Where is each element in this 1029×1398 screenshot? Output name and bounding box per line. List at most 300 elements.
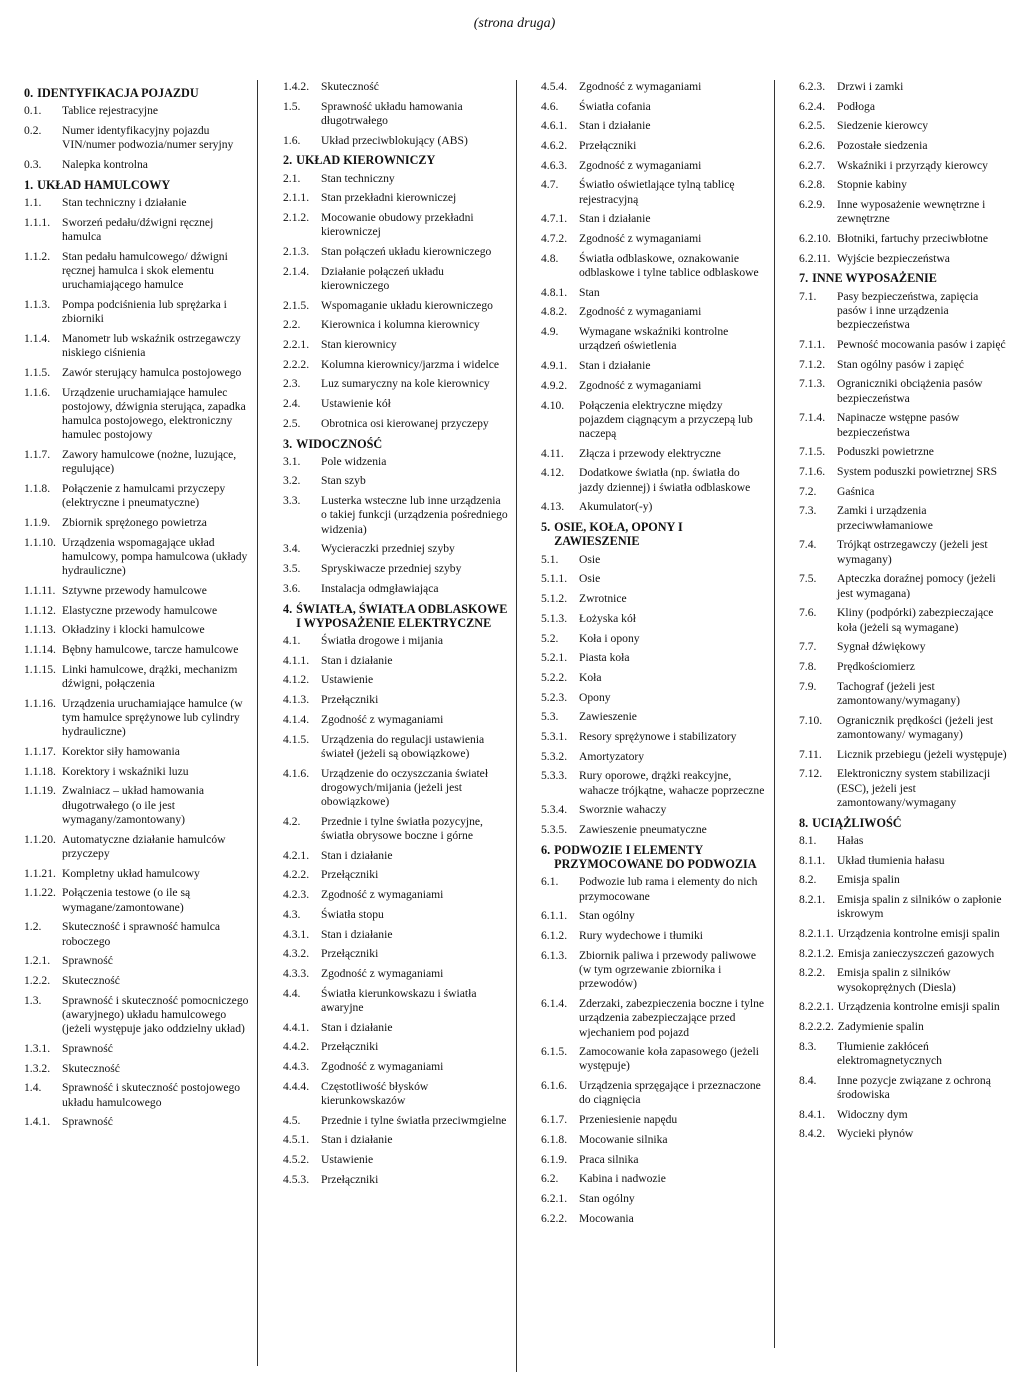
item-number: 1.1.18. [24,764,56,778]
item-label: Układ przeciwblokujący (ABS) [321,133,468,147]
item-number: 2.1.1. [283,191,310,205]
checklist-item [541,710,767,724]
checklist-item [541,803,767,817]
item-number: 4.1.6. [283,766,310,780]
item-number: 4.1.3. [283,693,310,707]
item-number: 1.2. [24,920,42,934]
item-label: Skuteczność [321,80,379,93]
checklist-item [24,158,250,172]
item-label: Zbiornik sprężonego powietrza [62,516,207,530]
item-label: Stan i działanie [579,359,651,373]
checklist-item [799,338,1009,352]
checklist-item [24,604,250,618]
item-label: Stan pedału hamulcowego/ dźwigni ręcznej hamulca i skok elementu uruchamiającego hamulce [62,249,228,292]
checklist-item [541,612,767,626]
item-label: Nalepka kontrolna [62,157,148,171]
item-label: Pole widzenia [321,454,387,468]
checklist-item [799,680,1009,709]
item-label: Skuteczność [62,974,120,988]
item-number: 4.4. [283,986,301,1000]
checklist-item [799,100,1009,114]
checklist-item [283,888,509,902]
checklist-item [541,949,767,992]
item-label: Układ tłumienia hałasu [837,853,945,867]
item-label: Poduszki powietrzne [837,445,934,459]
item-number: 4.3.1. [283,927,310,941]
item-number: 1.1.8. [24,482,51,496]
item-label: Gaśnica [837,484,875,498]
item-label: Spryskiwacze przedniej szyby [321,562,462,576]
item-number: 1.1.22. [24,886,56,900]
page-title: (strona druga) [473,16,556,31]
item-number: 4.9. [541,325,559,339]
item-label: Zgodność z wymaganiami [321,712,444,726]
item-label: Zwalniacz – układ hamowania długotrwałego (o ile jest wymagany/zamontowany) [62,784,204,827]
checklist-item [799,947,1009,961]
checklist-item [541,252,767,281]
item-number: 1.1.17. [24,745,56,759]
item-number: 6. [541,842,551,857]
checklist-item [799,290,1009,333]
item-label: Trójkąt ostrzegawczy (jeżeli jest wymagany) [837,538,988,566]
section-heading [283,153,509,167]
item-number: 5.2. [541,631,559,645]
item-number: 4.4.1. [283,1020,310,1034]
item-label: UKŁAD KIEROWNICZY [296,153,436,168]
item-label: Drzwi i zamki [837,80,904,93]
item-label: Kabina i nadwozie [579,1172,666,1186]
item-number: 2. [283,153,293,168]
item-number: 4.5.4. [541,80,568,93]
item-label: Prędkościomierz [837,660,915,674]
checklist-item [283,299,509,313]
item-number: 7.1. [799,289,817,303]
item-label: Urządzenia kontrolne emisji spalin [837,927,1000,941]
checklist-item [799,893,1009,922]
section-heading [799,816,1009,830]
checklist-item [24,104,250,118]
checklist-item [541,379,767,393]
item-label: Koła i opony [579,631,640,645]
item-number: 7.1.5. [799,445,826,459]
item-label: UKŁAD HAMULCOWY [37,177,171,192]
item-number: 6.1.8. [541,1132,568,1146]
item-number: 7.1.3. [799,377,826,391]
item-label: Urządzenie uruchamiające hamulec postojowy, dźwignia sterująca, zapadka hamulca postojowego, elektroniczny hamulec postojowy [62,385,246,442]
checklist-item [799,1000,1009,1014]
item-number: 8.2. [799,873,817,887]
item-number: 4.7.1. [541,212,568,226]
item-label: Emisja spalin [837,873,900,887]
item-label: Zawór sterujący hamulca postojowego [62,365,242,379]
checklist-item [283,172,509,186]
item-number: 4.3.3. [283,966,310,980]
checklist-item [24,623,250,637]
item-number: 1.1.14. [24,643,56,657]
item-label: Pozostałe siedzenia [837,139,928,153]
item-number: 8.1.1. [799,853,826,867]
item-number: 1.1. [24,195,42,209]
item-label: UCIĄŻLIWOŚĆ [812,815,902,830]
checklist-item [283,100,509,129]
item-number: 7.10. [799,713,823,727]
checklist-item [541,1079,767,1108]
checklist-item [24,784,250,827]
checklist-item [541,1172,767,1186]
item-number: 3.3. [283,494,301,508]
item-number: 5.1.2. [541,592,568,606]
item-number: 4.7.2. [541,232,568,246]
checklist-item [24,765,250,779]
item-label: Światła stopu [321,907,384,921]
item-number: 2.1.3. [283,245,310,259]
item-number: 6.2.7. [799,158,826,172]
checklist-item [799,252,1009,266]
section-heading [283,437,509,451]
checklist-item [283,928,509,942]
item-label: Kompletny układ hamulcowy [62,866,200,880]
item-number: 8.2.2.1. [799,1000,834,1014]
item-label: Podwozie lub rama i elementy do nich przymocowane [579,875,758,903]
item-number: 1.1.21. [24,866,56,880]
item-number: 1.6. [283,133,301,147]
checklist-item [24,1062,250,1076]
item-number: 5.2.2. [541,670,568,684]
checklist-item [541,929,767,943]
item-number: 7. [799,271,809,286]
item-number: 4.3.2. [283,947,310,961]
checklist-item [283,338,509,352]
checklist-item [799,232,1009,246]
item-label: Mocowanie silnika [579,1132,668,1146]
checklist-item [283,849,509,863]
checklist-item [283,318,509,332]
item-number: 0. [24,86,34,100]
checklist-item [799,504,1009,533]
item-label: Zgodność z wymaganiami [579,378,702,392]
checklist-item [24,886,250,915]
checklist-item [799,927,1009,941]
checklist-item [541,305,767,319]
item-number: 6.2.9. [799,198,826,212]
item-label: Sprawność układu hamowania długotrwałego [321,99,463,127]
item-number: 6.2.10. [799,232,831,246]
item-number: 4.5.3. [283,1172,310,1186]
item-number: 5.2.1. [541,651,568,665]
item-label: IDENTYFIKACJA POJAZDU [37,86,199,100]
item-label: Inne wyposażenie wewnętrzne i zewnętrzne [837,198,986,226]
checklist-item [24,216,250,245]
checklist-item [541,769,767,798]
item-number: 6.2.3. [799,80,826,93]
item-number: 7.11. [799,747,822,761]
item-number: 4.6.2. [541,139,568,153]
checklist-item [283,377,509,391]
item-label: Zgodność z wymaganiami [321,1059,444,1073]
item-label: Przednie i tylne światła przeciwmgielne [321,1113,507,1127]
item-number: 6.1.7. [541,1113,568,1127]
checklist-item [541,1153,767,1167]
item-label: Mocowania [579,1211,634,1225]
checklist-item [541,875,767,904]
item-label: Piasta koła [579,651,630,665]
item-label: Światła drogowe i mijania [321,634,444,648]
item-number: 5.1.3. [541,611,568,625]
item-label: Hałas [837,834,864,848]
item-number: 7.1.1. [799,338,826,352]
item-number: 7.3. [799,504,817,518]
item-label: Obrotnica osi kierowanej przyczepy [321,416,489,430]
checklist-item [541,572,767,586]
checklist-item [799,358,1009,372]
item-label: Wycieki płynów [837,1127,914,1141]
item-label: Urządzenie do oczyszczania świateł drogowych/mijania (jeżeli jest obowiązkowe) [321,766,489,809]
column-3 [541,80,767,1231]
item-number: 1.4.1. [24,1115,51,1129]
item-number: 5.2.3. [541,690,568,704]
item-number: 4.5.1. [283,1133,310,1147]
checklist-item [799,854,1009,868]
checklist-item [24,332,250,361]
checklist-item [799,411,1009,440]
item-number: 4.10. [541,398,565,412]
item-number: 3.1. [283,454,301,468]
item-number: 6.2.8. [799,178,826,192]
item-label: Stan i działanie [321,927,393,941]
item-number: 2.1. [283,171,301,185]
item-number: 3.5. [283,562,301,576]
item-number: 6.2.1. [541,1191,568,1205]
checklist-item [799,572,1009,601]
item-label: Kierownica i kolumna kierownicy [321,318,480,332]
item-label: Stan przekładni kierowniczej [321,191,457,205]
item-label: Przełączniki [321,1040,379,1054]
item-number: 7.1.6. [799,465,826,479]
item-number: 1.3. [24,993,42,1007]
item-number: 4.2. [283,814,301,828]
item-label: Sworzeń pedału/dźwigni ręcznej hamulca [62,215,214,243]
item-label: Wycieraczki przedniej szyby [321,542,455,556]
checklist-item [283,815,509,844]
item-number: 2.1.5. [283,298,310,312]
checklist-item [799,966,1009,995]
item-number: 1. [24,177,34,192]
checklist-item [24,386,250,443]
checklist-item [24,745,250,759]
item-number: 8. [799,815,809,830]
item-number: 4.1.5. [283,732,310,746]
item-label: Działanie połączeń układu kierowniczego [321,264,444,292]
checklist-item [283,358,509,372]
item-label: Emisja spalin z silników wysokoprężnych (Diesla) [837,966,956,994]
item-number: 2.3. [283,377,301,391]
item-number: 1.4.2. [283,80,310,93]
item-number: 4.1.1. [283,653,310,667]
item-number: 4.8.1. [541,285,568,299]
checklist-item [283,1080,509,1109]
checklist-item [541,909,767,923]
checklist-item [799,834,1009,848]
item-label: Urządzenia do regulacji ustawienia świateł (jeżeli są obowiązkowe) [321,732,485,760]
checklist-item [541,80,767,94]
item-label: Ustawienie [321,1153,374,1167]
item-label: Stopnie kabiny [837,178,907,192]
checklist-item [283,562,509,576]
item-label: Zamocowanie koła zapasowego (jeżeli występuje) [579,1045,759,1073]
item-label: Urządzenia sprzęgające i przeznaczone do ciągnięcia [579,1079,761,1107]
item-label: Wyjście bezpieczeństwa [837,251,950,265]
item-number: 1.1.12. [24,603,56,617]
item-label: Ustawienie kół [321,397,391,411]
checklist-item [283,908,509,922]
item-label: Bębny hamulcowe, tarcze hamulcowe [62,643,239,657]
item-number: 6.1. [541,875,559,889]
item-label: Lusterka wsteczne lub inne urządzenia o takiej funkcji (urządzenia pośredniego widzenia) [321,494,508,536]
item-number: 4.13. [541,500,565,514]
checklist-item [799,1040,1009,1069]
item-number: 8.4.2. [799,1127,826,1141]
item-label: Przełączniki [321,1172,379,1186]
item-label: Przednie i tylne światła pozycyjne, światła obrysowe boczne i górne [321,814,483,843]
item-number: 1.1.9. [24,516,51,530]
item-number: 4.11. [541,446,564,460]
checklist-item [283,542,509,556]
item-number: 1.1.13. [24,623,56,637]
checklist-item [283,1173,509,1187]
item-label: Urządzenia kontrolne emisji spalin [837,1000,1000,1014]
item-label: System poduszki powietrznej SRS [837,465,998,479]
item-number: 3.2. [283,474,301,488]
item-number: 4.4.3. [283,1059,310,1073]
item-label: Wskaźniki i przyrządy kierowcy [837,158,988,172]
item-label: Przeniesienie napędu [579,1113,678,1127]
item-label: Zawieszenie pneumatyczne [579,822,707,836]
checklist-item [541,730,767,744]
checklist-item [283,987,509,1016]
item-label: Stan i działanie [321,653,393,667]
checklist-item [283,967,509,981]
item-label: Światła odblaskowe, oznakowanie odblaskowe i tylne tablice odblaskowe [579,251,759,280]
checklist-item [541,1212,767,1226]
item-number: 4.4.2. [283,1040,310,1054]
item-number: 7.1.4. [799,411,826,425]
item-label: Osie [579,552,601,566]
checklist-item [541,1113,767,1127]
item-number: 4.1. [283,634,301,648]
item-number: 4.1.4. [283,712,310,726]
item-number: 3. [283,436,293,451]
checklist-item [24,516,250,530]
item-label: Stan i działanie [321,1020,393,1034]
item-number: 7.8. [799,660,817,674]
item-number: 1.1.1. [24,215,51,229]
checklist-item [283,582,509,596]
item-number: 6.1.3. [541,948,568,962]
checklist-item [283,693,509,707]
checklist-item [24,920,250,949]
item-number: 5.3.4. [541,803,568,817]
item-label: Światło oświetlające tylną tablicę rejestracyjną [579,178,735,206]
item-number: 8.3. [799,1039,817,1053]
item-number: 1.2.2. [24,974,51,988]
checklist-item [541,399,767,442]
item-label: Kolumna kierownicy/jarzma i widelce [321,357,500,371]
checklist-item [283,1021,509,1035]
item-label: Elastyczne przewody hamulcowe [62,603,218,617]
item-label: Akumulator(-y) [579,500,653,514]
item-label: Światła cofania [579,99,651,113]
checklist-item [24,974,250,988]
item-label: Ograniczniki obciążenia pasów bezpieczeństwa [837,377,983,405]
item-number: 6.2.6. [799,139,826,153]
checklist-item [799,465,1009,479]
section-heading [541,520,767,549]
item-number: 7.12. [799,767,823,781]
checklist-item [541,178,767,207]
checklist-item [24,663,250,692]
item-number: 0.3. [24,157,42,171]
item-number: 8.2.1.1. [799,927,834,941]
checklist-item [799,139,1009,153]
item-number: 6.2.5. [799,119,826,133]
item-label: Skuteczność [62,1061,120,1075]
checklist-item [541,139,767,153]
checklist-item [799,198,1009,227]
item-label: Opony [579,690,611,704]
item-label: Mocowanie obudowy przekładni kierowniczej [321,211,474,239]
checklist-item [799,178,1009,192]
item-number: 6.2. [541,1172,559,1186]
item-number: 3.6. [283,581,301,595]
section-heading [24,178,250,192]
item-label: Sztywne przewody hamulcowe [62,584,207,598]
item-label: Widoczny dym [837,1107,908,1121]
item-number: 7.9. [799,679,817,693]
checklist-item [24,643,250,657]
checklist-item [283,634,509,648]
item-number: 8.2.1.2. [799,946,834,960]
item-number: 1.1.20. [24,832,56,846]
item-label: WIDOCZNOŚĆ [296,436,383,451]
item-number: 8.4.1. [799,1107,826,1121]
checklist-item [541,632,767,646]
item-number: 5.1.1. [541,572,568,586]
item-label: Stan i działanie [579,212,651,226]
item-number: 2.2.1. [283,338,310,352]
item-label: OSIE, KOŁA, OPONY I ZAWIESZENIE [554,520,683,549]
checklist-item [541,1045,767,1074]
checklist-item [24,448,250,477]
checklist-item [541,1192,767,1206]
item-label: Zgodność z wymaganiami [579,80,702,93]
item-number: 4.2.2. [283,868,310,882]
item-number: 4.3. [283,907,301,921]
item-label: Numer identyfikacyjny pojazdu VIN/numer podwozia/numer seryjny [62,123,234,152]
item-number: 6.2.11. [799,251,831,265]
item-label: Zwrotnice [579,592,627,606]
item-number: 2.5. [283,416,301,430]
item-number: 4.12. [541,466,565,480]
item-label: Podłoga [837,99,876,113]
checklist-item [541,553,767,567]
item-label: Stan szyb [321,474,366,488]
item-label: Zgodność z wymaganiami [579,232,702,246]
item-label: Pompa podciśnienia lub sprężarka i zbiorniki [62,297,227,326]
item-number: 5.3.5. [541,822,568,836]
checklist-item [541,1133,767,1147]
item-label: Przełączniki [579,139,637,153]
item-number: 3.4. [283,542,301,556]
